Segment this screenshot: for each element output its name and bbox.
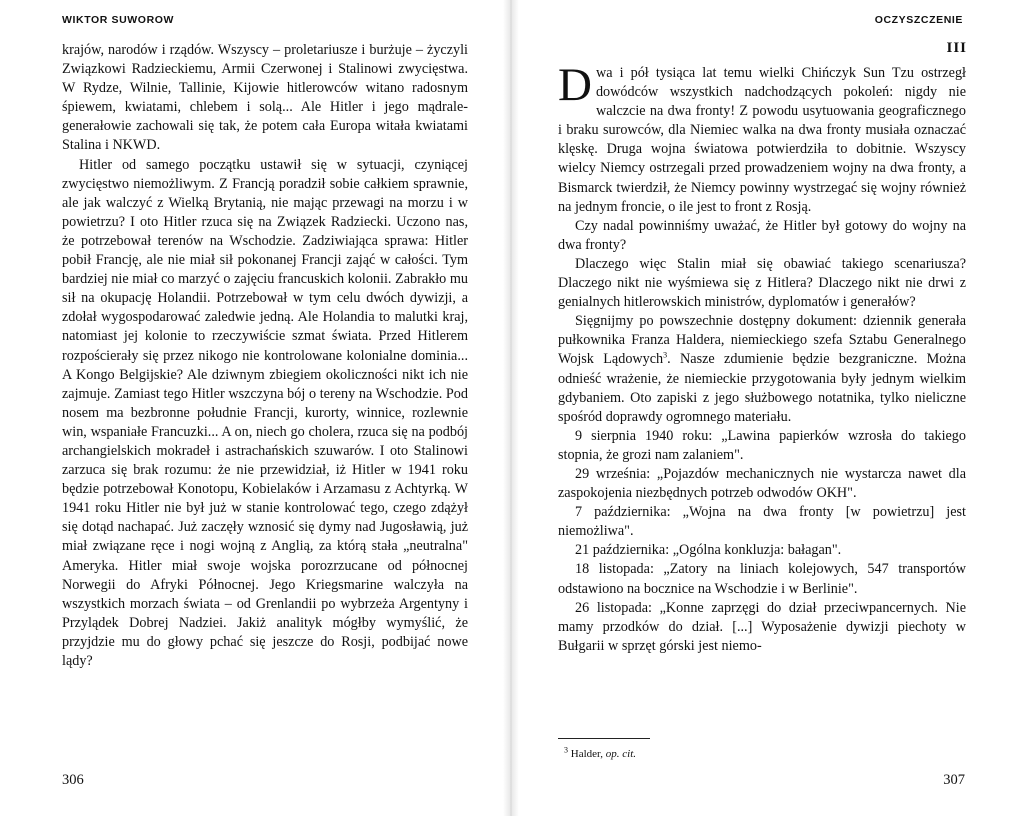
right-body-text [558, 59, 966, 656]
page-number: 307 [943, 772, 965, 788]
left-page [0, 0, 510, 816]
paragraph: Hitler od samego początku ustawił się w sytuacji, czyniącej zwycięstwo niemożliwym. Z Francją poradził sobie całkiem sprawnie, ale jak walczyć z Wielką Brytanią, nie mając przewagi na morzu i w powietrzu? I oto Hitler rzuca się na Związek Radziecki. Uczono nas, że potrzebował terenów na Wschodzie. Zadziwiająca sprawa: Hitler pobił Francję, ale nie miał sił pokonanej Francji zająć w całości. Tym bardziej nie miał co marzyć o zajęciu francuskich kolonii. Zabrakło mu sił na okupację Holandii. Potrzebował w tym celu dwóch dywizji, a zdołał wygospodarować zaledwie jedną. Ale Holandia to malutki kraj, natomiast jej kolonie to rzeczywiście szmat świata. Przed Hitlerem rozpościerały się przez nikogo nie kontrolowane kolonialne dominia... A Kongo Belgijskie? Ale dziwnym zbiegiem okoliczności nikt ich nie zajmuje. Zamiast tego Hitler wszczyna bój o tereny na Wschodzie. Pod nosem ma bezbronne południe Francji, kurorty, winnice, rozlewnie win, wspaniałe Francuzki... A on, niech go cholera, rzuca się na podbój archangielskich mokradeł i astrachańskich szuwarów. I oto Stalinowi zarzuca się brak rozumu: że nie przewidział, iż Hitler w 1941 roku będzie potrzebował Konotopu, Kobielaków i Arzamasu z Achtyrką. W 1941 roku Hitler nie był już w stanie kontrolować tego, czego zdążył się dotąd nachapać. Już zaczęły wznosić się dymy nad Jugosławią, już miał związane ręce i nogi wojną z Anglią, za którą stała „neutralna" Ameryka. Hitler miał swoje wojska porozrzucane od północnej Norwegii do Afryki Północnej. Jego Kriegsmarine walczyła na wszystkich morzach świata – od Grenlandii po wybrzeża Argentyny i Przylądek Dobrej Nadziei. Jakiż analityk mógłby wymyślić, że przyjdzie mu do głowy pchać się jeszcze do Rosji, podbijać nowe lądy? [62, 156, 468, 669]
drop-cap: D [558, 59, 592, 111]
paragraph [558, 312, 966, 427]
footnote-citation: op. cit. [605, 748, 636, 760]
footnote-reference: 3 [663, 350, 668, 360]
diary-entry: 7 października: „Wojna na dwa fronty [w powietrzu] jest niemożliwa". [558, 504, 966, 540]
page-number: 306 [62, 772, 84, 788]
footnote-text: Halder, [570, 748, 606, 760]
paragraph-text: . Nasze zdumienie będzie bezgraniczne. Można odnieść wrażenie, że niemieckie przygotowania były jednym wielkim gdybaniem. Oto zapiski z jego służbowego notatnika, tylko nieliczne spośród doprawdy ogromnego materiału. [558, 351, 966, 425]
opening-paragraph [558, 59, 966, 217]
paragraph: Czy nadal powinniśmy uważać, że Hitler był gotowy do wojny na dwa fronty? [558, 217, 966, 253]
footnote [564, 745, 636, 760]
footnote-divider [558, 738, 650, 739]
section-number: III [946, 40, 967, 56]
diary-entry: 9 sierpnia 1940 roku: „Lawina papierków wzrosła do takiego stopnia, że grozi nam zalaniem". [558, 427, 966, 463]
running-head-author: WIKTOR SUWOROW [62, 14, 175, 26]
paragraph: krajów, narodów i rządów. Wszyscy – proletariusze i burżuje – życzyli Związkowi Radzieckiemu, Armii Czerwonej i Stalinowi zwycięstwa. W Rydze, Wilnie, Tallinie, Kijowie hitlerowców witano radosnym śpiewem, kwiatami, chlebem i solą... Ale Hitler i jego mądrale-generałowie zachowali się tak, że potem cała Europa witała kwiatami Stalina i NKWD. [62, 42, 468, 154]
right-page [510, 0, 1023, 816]
diary-entry: 26 listopada: „Konne zaprzęgi do dział przeciwpancernych. Nie mamy przodków do dział. [...] Wyposażenie dywizji piechoty w Bułgarii w sprzęt górski jest niemo- [558, 599, 966, 654]
diary-entry: 29 września: „Pojazdów mechanicznych nie wystarcza nawet dla zaspokojenia niezbędnych potrzeb odwodów OKH". [558, 465, 966, 502]
footnote-mark: 3 [564, 745, 568, 755]
paragraph: Dlaczego więc Stalin miał się obawiać takiego scenariusza? Dlaczego nikt nie wyśmiewa się z Hitlera? Dlaczego nikt nie drwi z genialnych hitlerowskich ministrów, dyplomatów i generałów? [558, 255, 966, 311]
diary-entry: 21 października: „Ogólna konkluzja: bałagan". [575, 542, 842, 559]
paragraph-text: wa i pół tysiąca lat temu wielki Chińczyk Sun Tzu ostrzegł dowódców wszystkich nadchodzących pokoleń: nigdy nie walczcie na dwa fronty! Z powodu usytuowania geograficznego i braku surowców, dla Niemiec walka na dwa fronty musiała oznaczać klęskę. Druga wojna światowa potwierdziła to dobitnie. Wszyscy wielcy Niemcy ostrzegali przed prowadzeniem wojny na dwa fronty, a Bismarck twierdził, że Niemcy powinny wystrzegać się wojny również na jednym froncie, o ile jest to front z Rosją. [558, 65, 966, 215]
running-head-chapter: OCZYSZCZENIE [874, 14, 963, 26]
paragraph-text: Sięgnijmy po powszechnie dostępny dokument: dziennik generała pułkownika Franza Haldera, niemieckiego szefa Sztabu Generalnego Wojsk Lądowych [558, 313, 966, 368]
left-body-text [62, 41, 468, 671]
diary-entry: 18 listopada: „Zatory na liniach kolejowych, 547 transportów odstawiono na bocznice na Wschodzie i w Berlinie". [558, 561, 966, 597]
